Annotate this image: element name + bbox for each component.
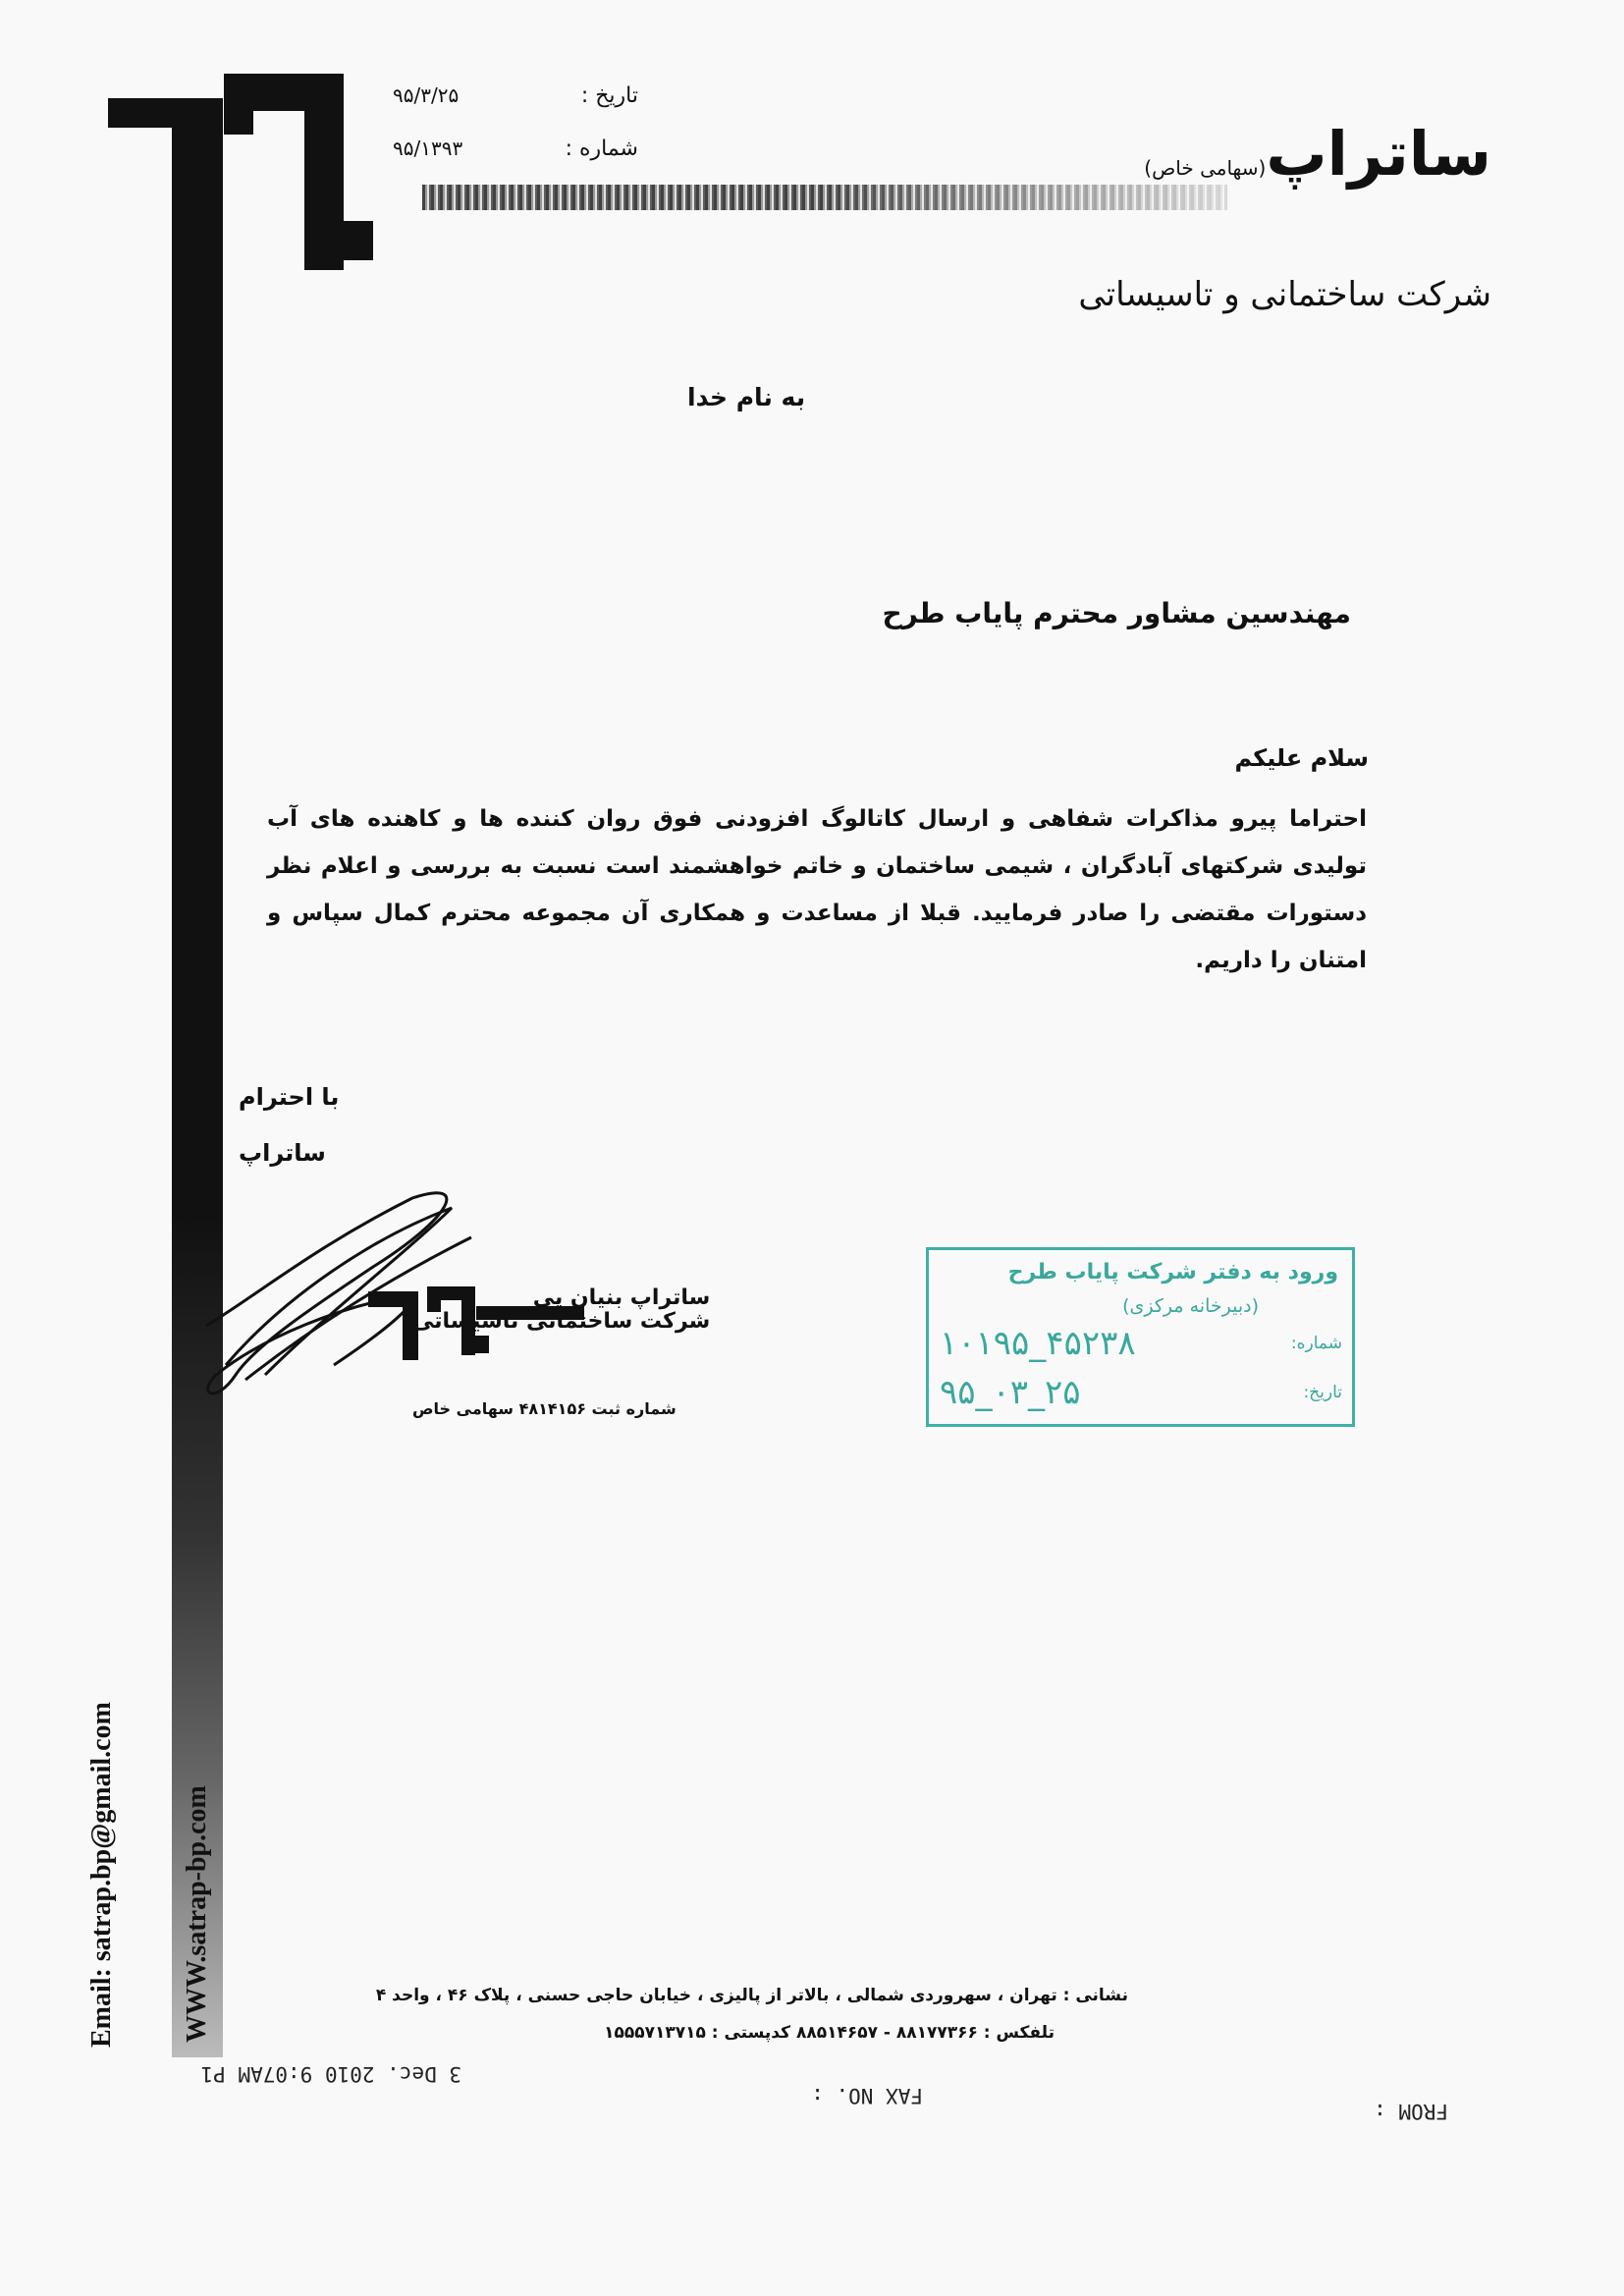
contact-email: Email: satrap.bp@gmail.com xyxy=(86,1702,117,2048)
vertical-brand-bar xyxy=(172,191,223,2057)
closing: با احترام xyxy=(239,1083,340,1111)
recipient: مهندسین مشاور محترم پایاب طرح xyxy=(882,597,1351,629)
received-stamp-title: ورود به دفتر شرکت پایاب طرح xyxy=(1007,1260,1338,1285)
received-number-label: شماره: xyxy=(1290,1334,1342,1353)
stamp-line-1: ساتراپ بنیان پی xyxy=(532,1285,711,1310)
company-name-text: ساتراپ xyxy=(1266,118,1491,190)
company-logo xyxy=(108,74,373,270)
fax-from: FROM : xyxy=(1374,2100,1448,2123)
received-number-row xyxy=(940,1324,1342,1363)
number-label: شماره : xyxy=(565,136,638,161)
letter-body: احتراما پیرو مذاکرات شفاهی و ارسال کاتالوگ افزودنی فوق روان کننده ها و کاهنده های آب تولیدی شرکتهای آبادگران ، شیمی ساختمان و خاتم خواهشمند است نسبت به بررسی و اعلام نظر دستورات مقتضی را صادر فرمایید. قبلا از مساعدت و همکاری آن مجموعه محترم کمال سپاس و امتنان را داریم. xyxy=(267,806,1367,973)
received-date-value: ۹۵_۰۳_۲۵ xyxy=(940,1373,1081,1412)
stamp-text xyxy=(412,1286,710,1334)
company-type: (سهامی خاص) xyxy=(1144,156,1267,180)
contact-website: WWW.satrap-bp.com xyxy=(182,1785,212,2043)
stamp-registration: شماره ثبت ۴۸۱۴۱۵۶ سهامی خاص xyxy=(412,1399,677,1418)
greeting: به نام خدا xyxy=(687,383,806,411)
received-stamp xyxy=(926,1247,1355,1427)
fax-number: FAX NO. : xyxy=(811,2084,923,2107)
date-value: ۹۵/۳/۲۵ xyxy=(393,83,460,107)
company-name xyxy=(1134,118,1491,190)
stamp-line-2: شرکت ساختمانی تاسیساتی xyxy=(412,1309,711,1334)
date-label: تاریخ : xyxy=(580,82,638,108)
letter-meta xyxy=(393,69,638,175)
closing-name: ساتراپ xyxy=(239,1139,326,1167)
header-divider xyxy=(422,185,1227,210)
received-number-value: ۱۰۱۹۵_۴۵۲۳۸ xyxy=(940,1324,1136,1363)
company-subtitle: شرکت ساختمانی و تاسیساتی xyxy=(1078,275,1491,314)
date-row xyxy=(393,69,638,122)
footer-address: نشانی : تهران ، سهروردی شمالی ، بالاتر از پالیزی ، خیابان حاجی حسنی ، پلاک ۴۶ ، واحد ۴ xyxy=(375,1986,1128,2005)
received-stamp-subtitle: (دبیرخانه مرکزی) xyxy=(1122,1295,1259,1317)
number-row xyxy=(393,122,638,175)
received-date-label: تاریخ: xyxy=(1303,1383,1342,1402)
salutation: سلام علیکم xyxy=(1234,744,1369,772)
footer-phones: تلفکس : ۸۸۱۷۷۳۶۶ - ۸۸۵۱۴۶۵۷ کدپستی : ۱۵۵۵۷۱۳۷۱۵ xyxy=(604,2023,1055,2043)
number-value: ۹۵/۱۳۹۳ xyxy=(393,137,463,160)
received-date-row xyxy=(940,1373,1342,1412)
fax-date-time: 3 Dec. 2010 9:07AM P1 xyxy=(200,2062,461,2086)
